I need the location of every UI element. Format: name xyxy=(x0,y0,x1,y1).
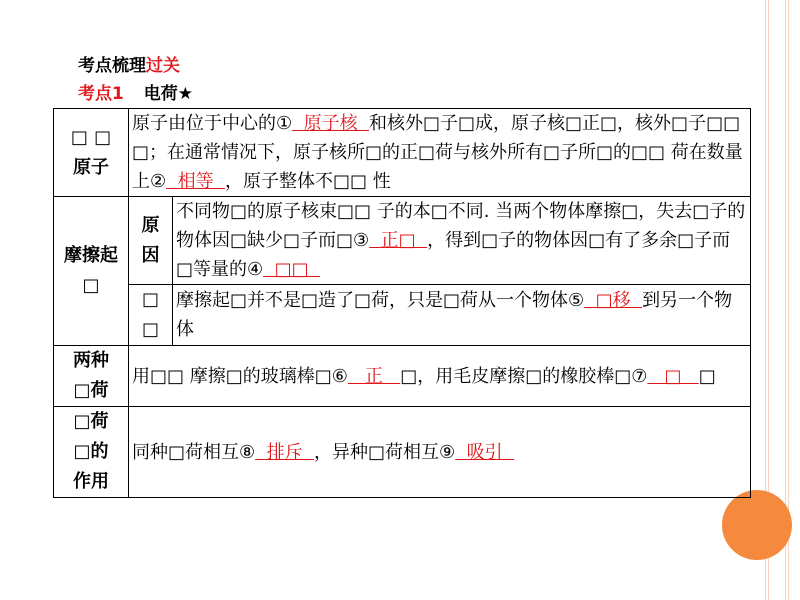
table-row xyxy=(54,407,751,498)
body-text: ，得到□子的物体因□有了多余□子而□等量的④ xyxy=(176,230,731,280)
section-heading xyxy=(78,51,180,76)
row-body-essence xyxy=(173,285,751,346)
row-body-cause xyxy=(173,197,751,285)
knowledge-table xyxy=(53,108,751,498)
row-head-friction: 摩擦起□ xyxy=(54,197,129,346)
body-text: 摩擦起□并不是□造了□荷，只是□荷从一个物体⑤ xyxy=(176,290,585,311)
answer-blank-9: 吸引 xyxy=(455,441,515,463)
row-head-atom: □ □ 原子 xyxy=(54,109,129,197)
table-row xyxy=(54,285,751,346)
topic-heading xyxy=(78,79,193,104)
subhead-essence: □ □ xyxy=(129,285,173,346)
row-body-interaction xyxy=(129,407,751,498)
body-text: ，异种□荷相互⑨ xyxy=(314,441,456,463)
answer-blank-1: 原子核 xyxy=(292,113,370,134)
body-text: 用□□ 摩擦□的玻璃棒□⑥ xyxy=(132,365,348,387)
row-body-atom xyxy=(129,109,751,197)
body-text: 原子由位于中心的① xyxy=(132,113,293,134)
answer-blank-3: 正□ xyxy=(369,230,428,251)
answer-blank-4: □□ xyxy=(263,259,321,280)
heading-accent: 过关 xyxy=(146,56,180,76)
answer-blank-8: 排斥 xyxy=(255,441,315,463)
row-head-two-charges: 两种 □荷 xyxy=(54,346,129,407)
answer-blank-2: 相等 xyxy=(166,171,226,192)
answer-blank-6: 正 xyxy=(347,365,401,387)
body-text: ，原子整体不□□ 性 xyxy=(225,171,391,192)
body-text: 同种□荷相互⑧ xyxy=(132,441,256,463)
row-body-two-charges xyxy=(129,346,751,407)
table-row xyxy=(54,346,751,407)
orange-circle-decoration xyxy=(722,490,792,560)
body-text: □ xyxy=(698,365,716,387)
body-text: 到另一个物体 xyxy=(176,290,733,340)
topic-label: 考点1 xyxy=(78,84,124,104)
answer-blank-5: □移 xyxy=(584,290,643,311)
body-text: 不同物□的原子核束□□ 子的本□不同. 当两个物体摩擦□，失去□子的物体因□缺少□子而□③ xyxy=(176,201,746,251)
answer-blank-7: □ xyxy=(647,365,699,387)
table-row xyxy=(54,197,751,285)
body-text: 和核外□子□成，原子核□正□，核外□子□□ □；在通常情况下，原子核所□的正□荷与核外所有□子所□的□□ 荷在数量上② xyxy=(132,113,743,192)
table-row xyxy=(54,109,751,197)
body-text: □，用毛皮摩擦□的橡胶棒□⑦ xyxy=(400,365,648,387)
subhead-cause: 原 因 xyxy=(129,197,173,285)
topic-title: 电荷★ xyxy=(143,84,194,104)
heading-text: 考点梳理 xyxy=(78,56,146,76)
row-head-interaction: □荷 □的 作用 xyxy=(54,407,129,498)
